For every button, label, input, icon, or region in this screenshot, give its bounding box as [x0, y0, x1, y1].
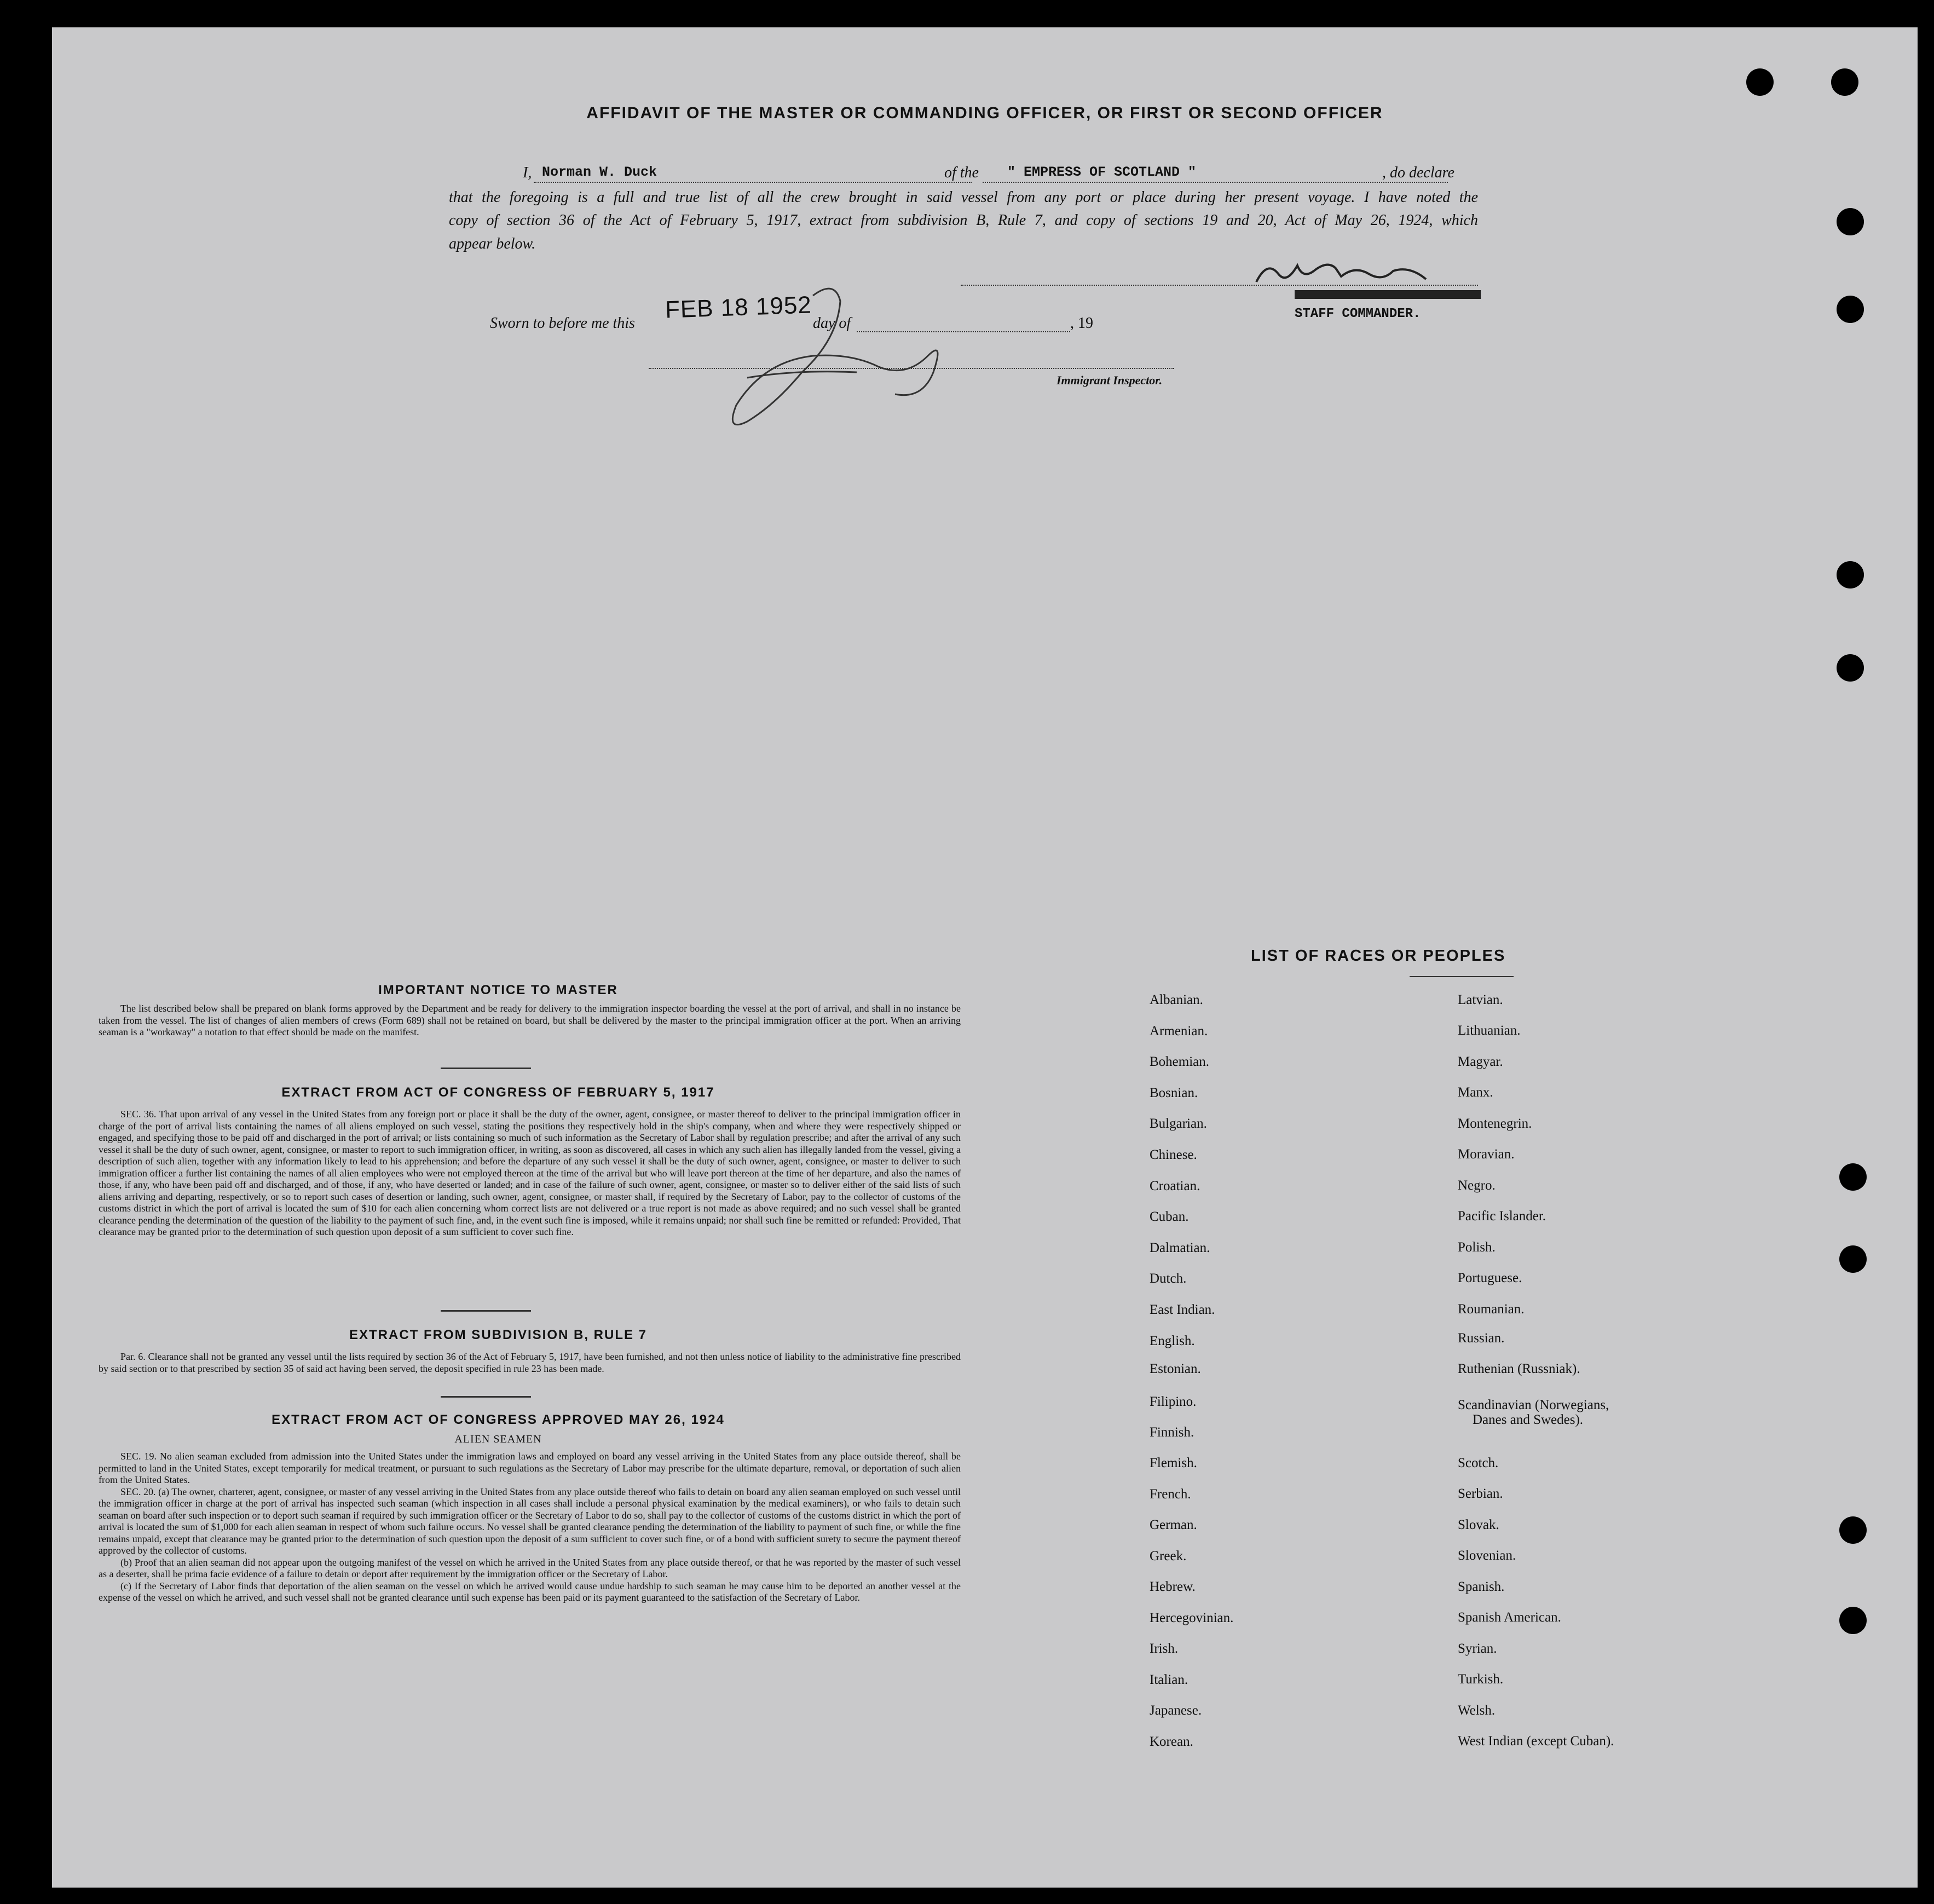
race-item: Estonian.: [1150, 1361, 1201, 1376]
extract-1924-text: [99, 1451, 961, 1604]
race-item: Danes and Swedes).: [1473, 1412, 1584, 1427]
date-stamp: FEB 18 1952: [665, 291, 812, 324]
vessel-name: " EMPRESS OF SCOTLAND ": [1007, 164, 1197, 180]
sec-36-paragraph: SEC. 36. That upon arrival of any vessel in the United States from any foreign port or place it shall be the duty of the owner, agent, consignee, or master thereof to deliver to the principal immigration officer in charge of the port of arrival lists containing the names of all aliens employed on such vessel, stating the positions they respectively hold in the ship's company, when and where they were respectively shipped or engaged, and specifying those to be paid off and discharged in the port of arrival; or lists containing so much of such information as the Secretary of Labor shall by regulation prescribe; and after the arrival of any such vessel it shall be the duty of such owner, agent, consignee, or master to report to such immigration officer, in writing, as soon as discovered, all cases in which any such alien has illegally landed from the vessel, giving a description of such alien, together with any information likely to lead to his apprehension; and before the departure of any such vessel it shall be the duty of such owner, agent, consignee, or master to deliver to such immigration officer a further list containing the names of all alien employees who were not employed thereon at the time of the arrival but who will leave port thereon at the time of her departure, and also the names of those, if any, who have been paid off and discharged, and of those, if any, who have deserted or landed; and in case of the failure of such owner, agent, consignee, or master so to deliver either of the said lists of such aliens arriving and departing, respectively, or so to report such cases of desertion or landing, such owner, agent, consignee, or master shall, if required by the Secretary of Labor, pay to the collector of customs of the customs district in which the port of arrival is located the sum of $10 for each alien concerning whom correct lists are not delivered or a true report is not made as above required; and no such vessel shall be granted clearance pending the determination of the question of the liability to the payment of such fine, and, in the event such fine is imposed, while it remains unpaid; nor shall such fine be remitted or refunded: Provided, That clearance may be granted prior to the determination of such question upon deposit of a sum sufficient to cover such fine.: [99, 1109, 961, 1237]
race-item: Irish.: [1150, 1641, 1179, 1656]
races-divider: [1410, 976, 1514, 977]
section-divider: [441, 1310, 531, 1312]
affidavit-body-line: appear below.: [449, 235, 536, 252]
officer-signature: [1245, 249, 1442, 293]
race-item: Greek.: [1150, 1548, 1187, 1563]
race-item: Bulgarian.: [1150, 1116, 1207, 1132]
punch-hole: [1837, 208, 1864, 235]
race-item: Japanese.: [1150, 1703, 1202, 1718]
punch-hole: [1839, 1163, 1867, 1191]
race-item: Hebrew.: [1150, 1579, 1196, 1594]
race-item: Scandinavian (Norwegians,: [1458, 1398, 1609, 1412]
sworn-label: Sworn to before me this: [490, 315, 635, 332]
race-item: Cuban.: [1150, 1209, 1189, 1225]
race-item: Welsh.: [1458, 1703, 1496, 1718]
notice-title: IMPORTANT NOTICE TO MASTER: [378, 983, 618, 997]
par-6-paragraph: Par. 6. Clearance shall not be granted any vessel until the lists required by section 36 of the Act of February 5, 1917, have been furnished, and not then unless notice of liability to the administrative fine prescribed by said section or to that prescribed by section 35 of said act having been served, the deposit specified in rule 23 has been made.: [99, 1351, 961, 1374]
race-item: Albanian.: [1150, 993, 1203, 1007]
race-item: Dutch.: [1150, 1271, 1187, 1286]
race-item: Korean.: [1150, 1734, 1193, 1749]
race-item: Spanish American.: [1458, 1610, 1561, 1625]
race-item: German.: [1150, 1518, 1197, 1532]
notice-paragraph: The list described below shall be prepared on blank forms approved by the Department and be ready for delivery to the immigration inspector boarding the vessel at the port of arrival, and shall in no instance be taken from the vessel. The list of changes of alien members of crews (Form 689) shall not be retained on board, but shall be delivered by the master to the principal immigration officer at the port. When an arriving seaman is a "workaway" a notation to that effect should be made on the manifest.: [99, 1003, 961, 1037]
races-title: LIST OF RACES OR PEOPLES: [1251, 947, 1506, 965]
race-item: Magyar.: [1458, 1054, 1503, 1069]
race-item: Dalmatian.: [1150, 1240, 1210, 1255]
inspector-signature: [714, 274, 961, 438]
punch-hole: [1837, 561, 1864, 588]
sec-20a-paragraph: SEC. 20. (a) The owner, charterer, agent, consignee, or master of any vessel arriving in the United States from any place outside thereof who fails to detain on board any alien seaman employed on such vessel until the immigration officer in charge at the port of arrival has inspected such seaman (which inspection in all cases shall include a personal physical examination by the medical examiners), or who fails to detain such seaman on board after such inspection or to deport such seaman if required by such immigration officer or the Secretary of Labor to do so, shall pay to the collector of customs of the customs district in which the port of arrival is located the sum of $1,000 for each alien seaman in respect of whom such failure occurs. No vessel shall be granted clearance pending the determination of the liability to payment of such fine, or while the fine remains unpaid, except that clearance may be granted prior to the determination of such question upon the deposit of a sum sufficient to cover such fine, or of a bond with sufficient surety to secure the payment thereof approved by the collector of customs.: [99, 1486, 961, 1556]
race-item: Syrian.: [1458, 1641, 1497, 1656]
redaction-bar: [1295, 290, 1481, 299]
race-item: Serbian.: [1458, 1486, 1503, 1501]
affidavit-body-line: that the foregoing is a full and true list of all the crew brought in said vessel from any port or place during her present voyage. I have noted the: [449, 189, 1478, 206]
sec-19-paragraph: SEC. 19. No alien seaman excluded from admission into the United States under the immigration laws and employed on board any vessel arriving in the United States from any place outside thereof, shall be permitted to land in the United States, except temporarily for medical treatment, or pursuant to such regulations as the Secretary of Labor may prescribe for the ultimate departure, removal, or deportation of such alien from the United States.: [99, 1451, 961, 1485]
race-item: English.: [1150, 1333, 1195, 1348]
race-item: Manx.: [1458, 1085, 1493, 1100]
race-item: Ruthenian (Russniak).: [1458, 1361, 1580, 1376]
year-label: , 19: [1070, 315, 1093, 332]
race-item: Finnish.: [1150, 1425, 1194, 1440]
punch-hole: [1839, 1245, 1867, 1273]
punch-hole: [1746, 68, 1774, 96]
rule-7-text: [99, 1351, 961, 1375]
inspector-line: [649, 368, 1174, 369]
race-item: Slovak.: [1458, 1518, 1499, 1532]
alien-seamen-subtitle: ALIEN SEAMEN: [454, 1433, 542, 1445]
race-item: Portuguese.: [1458, 1271, 1522, 1285]
affidavit-body-line: copy of section 36 of the Act of February 5, 1917, extract from subdivision B, Rule 7, and copy of sections 19 and 20, Act of May 26, 1924, which: [449, 212, 1478, 229]
race-item: Hercegovinian.: [1150, 1610, 1234, 1625]
signature-line: [961, 285, 1478, 286]
sec-20c-paragraph: (c) If the Secretary of Labor finds that deportation of the alien seaman on the vessel on which he arrived would cause undue hardship to such seaman he may cause him to be deported an another vessel at the expense of the vessel on which he arrived, and such vessel shall not be granted clearance until such expense has been paid or its payment guaranteed to the satisfaction of the Secretary of Labor.: [99, 1580, 961, 1603]
do-declare-label: , do declare: [1382, 164, 1454, 181]
extract-1924-title: EXTRACT FROM ACT OF CONGRESS APPROVED MAY 26, 1924: [272, 1412, 725, 1427]
extract-1917-title: EXTRACT FROM ACT OF CONGRESS OF FEBRUARY 5, 1917: [281, 1085, 715, 1100]
race-item: Pacific Islander.: [1458, 1209, 1546, 1224]
affidavit-title: AFFIDAVIT OF THE MASTER OR COMMANDING OFFICER, OR FIRST OR SECOND OFFICER: [586, 104, 1383, 122]
punch-hole: [1837, 654, 1864, 682]
race-item: Flemish.: [1150, 1456, 1197, 1470]
officer-title: STAFF COMMANDER.: [1295, 307, 1421, 321]
punch-hole: [1839, 1516, 1867, 1544]
race-item: Montenegrin.: [1458, 1116, 1532, 1131]
race-item: Polish.: [1458, 1240, 1496, 1255]
race-item: Roumanian.: [1458, 1302, 1525, 1317]
punch-hole: [1837, 296, 1864, 323]
race-item: French.: [1150, 1486, 1191, 1502]
section-divider: [441, 1396, 531, 1398]
race-item: Croatian.: [1150, 1178, 1200, 1193]
inspector-label: Immigrant Inspector.: [1057, 373, 1163, 387]
race-item: Bohemian.: [1150, 1054, 1210, 1070]
race-item: Italian.: [1150, 1672, 1188, 1687]
race-item: Russian.: [1458, 1331, 1505, 1346]
race-item: Slovenian.: [1458, 1548, 1516, 1563]
i-label: I,: [523, 164, 532, 181]
punch-hole: [1839, 1607, 1867, 1634]
race-item: Scotch.: [1458, 1456, 1499, 1470]
officer-name: Norman W. Duck: [542, 164, 657, 180]
race-item: West Indian (except Cuban).: [1458, 1734, 1614, 1749]
section-divider: [441, 1068, 531, 1069]
rule-7-title: EXTRACT FROM SUBDIVISION B, RULE 7: [349, 1328, 648, 1342]
day-of-label: day of: [813, 315, 851, 332]
race-item: Negro.: [1458, 1178, 1496, 1193]
name-line: [534, 182, 972, 183]
race-item: Armenian.: [1150, 1023, 1208, 1038]
vessel-line: [983, 182, 1448, 183]
punch-hole: [1831, 68, 1858, 96]
race-item: Lithuanian.: [1458, 1023, 1521, 1038]
race-item: Spanish.: [1458, 1579, 1505, 1594]
extract-1917-text: [99, 1109, 961, 1238]
race-item: Moravian.: [1458, 1147, 1515, 1162]
race-item: East Indian.: [1150, 1302, 1215, 1317]
notice-text: [99, 1003, 961, 1038]
race-item: Latvian.: [1458, 993, 1503, 1007]
race-item: Chinese.: [1150, 1147, 1197, 1162]
race-item: Filipino.: [1150, 1394, 1197, 1409]
document-page: [52, 27, 1918, 1888]
of-the-label: of the: [944, 164, 979, 181]
sec-20b-paragraph: (b) Proof that an alien seaman did not appear upon the outgoing manifest of the vessel on which he arrived in the United States from any place outside thereof, or that he was reported by the master of such vessel as a deserter, shall be prima facie evidence of a failure to detain or deport after requirement by the immigration officer or the Secretary of Labor.: [99, 1556, 961, 1579]
race-item: Turkish.: [1458, 1672, 1504, 1687]
race-item: Bosnian.: [1150, 1085, 1198, 1100]
